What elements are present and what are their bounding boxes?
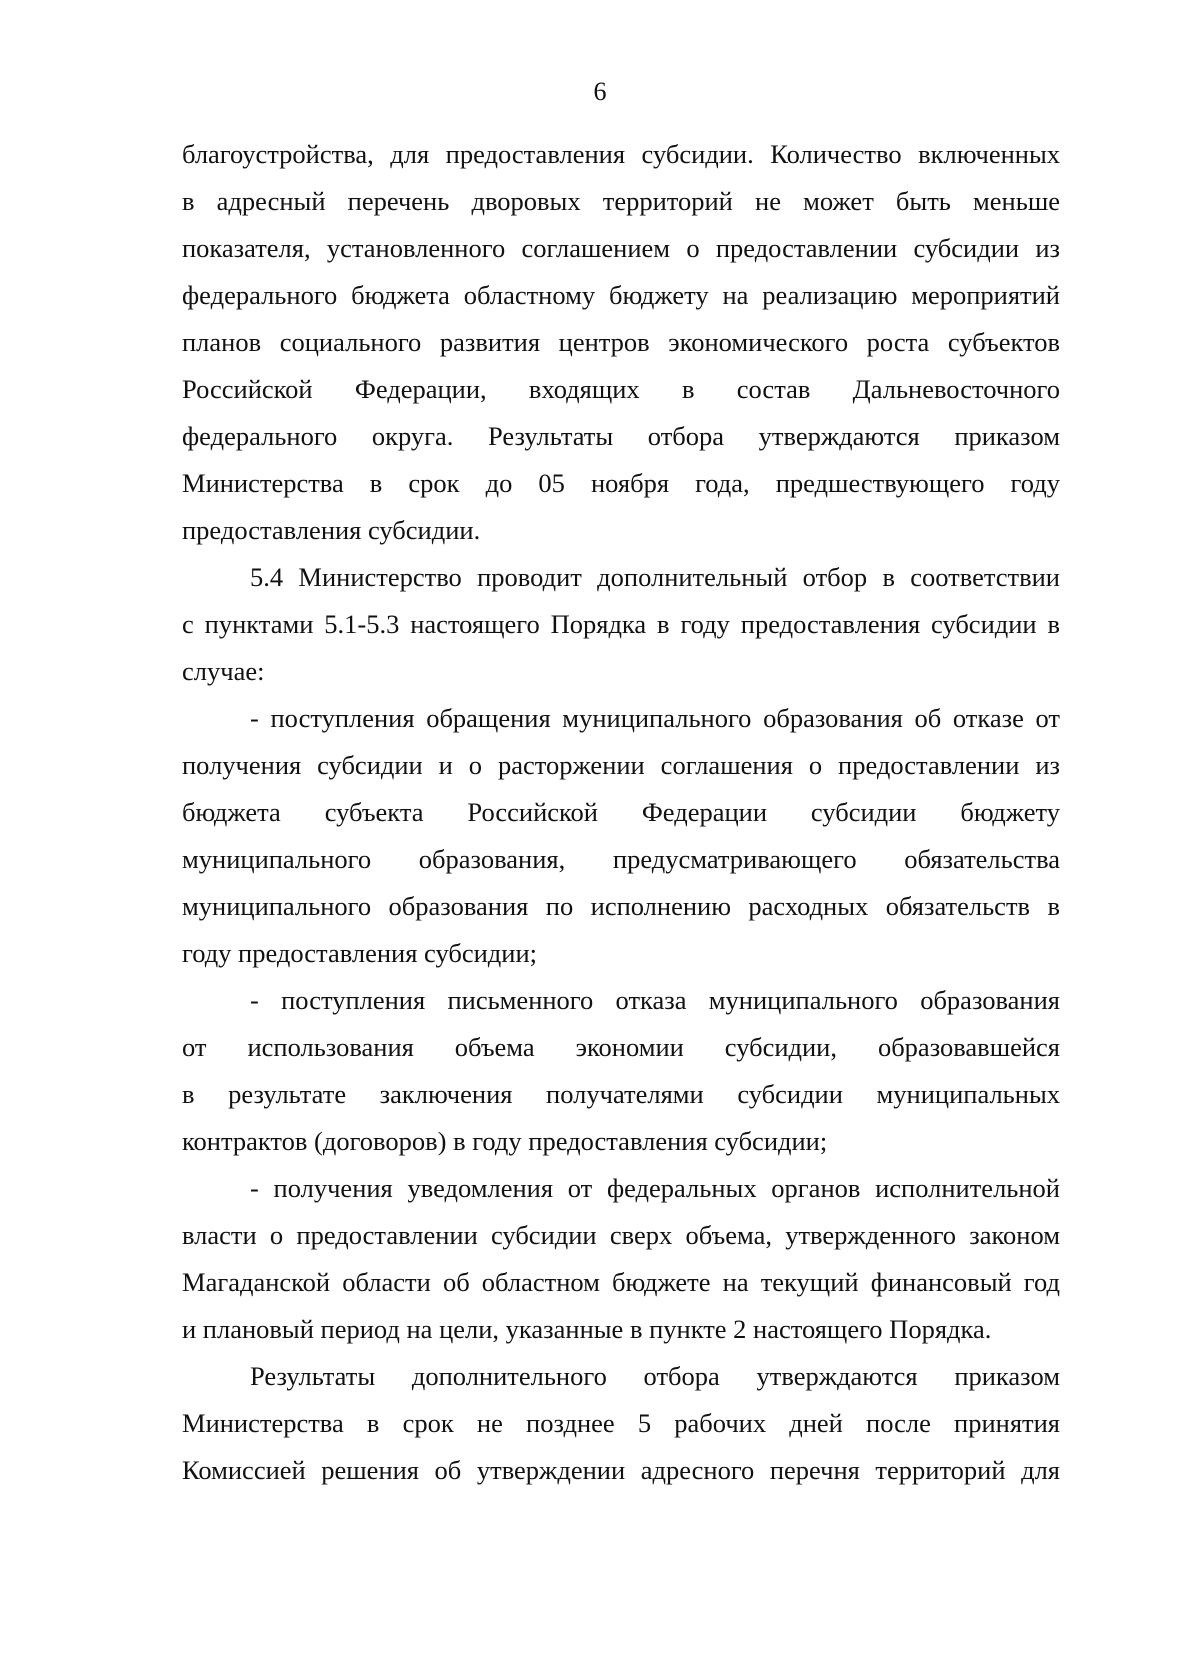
page-number: 6 — [593, 77, 607, 106]
text-line: от использования объема экономии субсидии, образовавшейся — [182, 1032, 1060, 1062]
text-line: в адресный перечень дворовых территорий не может быть меньше — [182, 186, 1060, 216]
document-body — [182, 131, 1060, 1494]
text-line: предоставления субсидии. — [182, 515, 481, 545]
text-line: бюджета субъекта Российской Федерации субсидии бюджету — [182, 797, 1060, 827]
text-line: - поступления письменного отказа муниципального образования — [250, 985, 1060, 1015]
text-line: власти о предоставлении субсидии сверх объема, утвержденного законом — [182, 1220, 1060, 1250]
text-line: планов социального развития центров экономического роста субъектов — [182, 327, 1060, 357]
text-line: в результате заключения получателями субсидии муниципальных — [182, 1079, 1060, 1109]
text-line: Министерства в срок до 05 ноября года, предшествующего году — [182, 468, 1060, 498]
text-line: - поступления обращения муниципального образования об отказе от — [250, 703, 1060, 733]
text-line: Комиссией решения об утверждении адресного перечня территорий для — [182, 1455, 1060, 1485]
text-line: году предоставления субсидии; — [182, 938, 537, 968]
text-line: муниципального образования, предусматривающего обязательства — [182, 844, 1060, 874]
text-line: - получения уведомления от федеральных органов исполнительной — [250, 1173, 1060, 1203]
text-line: муниципального образования по исполнению расходных обязательств в — [182, 891, 1060, 921]
text-line: федерального бюджета областному бюджету на реализацию мероприятий — [182, 280, 1060, 310]
text-line: Результаты дополнительного отбора утверждаются приказом — [250, 1361, 1060, 1391]
text-line: Российской Федерации, входящих в состав Дальневосточного — [182, 374, 1060, 404]
text-line: показателя, установленного соглашением о предоставлении субсидии из — [182, 233, 1060, 263]
text-line: контрактов (договоров) в году предоставления субсидии; — [182, 1126, 828, 1156]
text-line: Магаданской области об областном бюджете на текущий финансовый год — [182, 1267, 1060, 1297]
text-line: федерального округа. Результаты отбора утверждаются приказом — [182, 421, 1060, 451]
text-line: 5.4 Министерство проводит дополнительный отбор в соответствии — [250, 562, 1060, 592]
text-line: получения субсидии и о расторжении соглашения о предоставлении из — [182, 750, 1060, 780]
text-line: с пунктами 5.1-5.3 настоящего Порядка в году предоставления субсидии в — [182, 609, 1060, 639]
text-line: благоустройства, для предоставления субсидии. Количество включенных — [182, 139, 1060, 169]
text-line: и плановый период на цели, указанные в пункте 2 настоящего Порядка. — [182, 1314, 992, 1344]
text-line: Министерства в срок не позднее 5 рабочих дней после принятия — [182, 1408, 1060, 1438]
text-line: случае: — [182, 656, 265, 686]
